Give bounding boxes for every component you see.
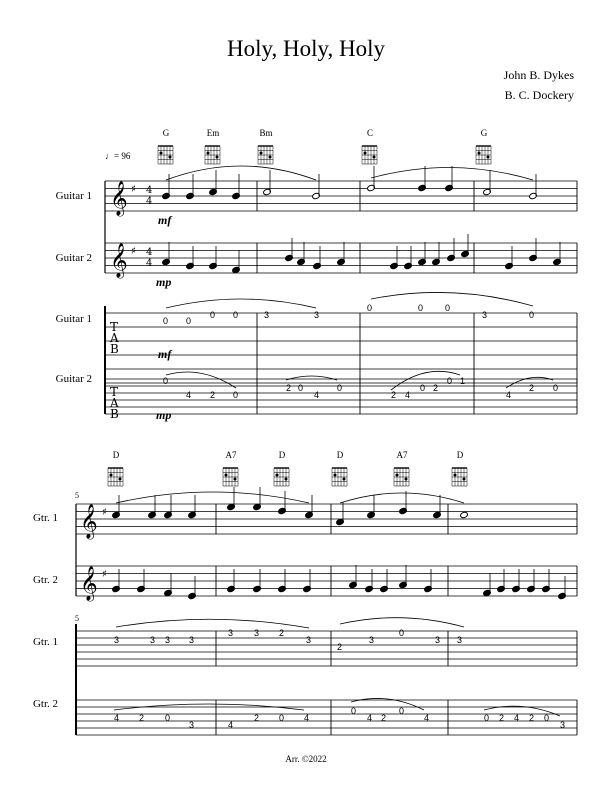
chord-name: D xyxy=(278,450,286,460)
part-label: Guitar 2 xyxy=(55,252,92,264)
tab-clef-icon: A xyxy=(110,396,119,410)
chord-name: Em xyxy=(206,128,220,138)
chord-diagram-icon xyxy=(362,146,377,164)
chord-diagram-icon xyxy=(205,146,220,164)
tab-fret-number: 2 xyxy=(529,383,535,393)
tab-fret-number: 2 xyxy=(210,390,216,400)
chord-name: A7 xyxy=(396,450,408,460)
tab-fret-number: 3 xyxy=(114,635,120,645)
treble-clef-icon: 𝄞 xyxy=(110,243,128,278)
tab-fret-number: 4 xyxy=(424,713,430,723)
tab-fret-number: 0 xyxy=(279,713,285,723)
slur xyxy=(166,166,316,180)
chord-diagram-dot xyxy=(487,156,490,159)
chord-diagram-dot xyxy=(160,152,163,155)
slur xyxy=(340,618,464,627)
tab-fret-number: 0 xyxy=(447,376,453,386)
chord-diagram-dot xyxy=(405,478,408,481)
tab-fret-number: 2 xyxy=(337,642,343,652)
chord-diagram-dot xyxy=(225,474,228,477)
slur xyxy=(116,619,309,628)
tab-fret-number: 0 xyxy=(553,383,559,393)
tab-fret-number: 3 xyxy=(189,720,195,730)
tab-fret-number: 3 xyxy=(560,720,566,730)
tab-fret-number: 2 xyxy=(279,628,285,638)
tab-fret-number: 3 xyxy=(482,310,488,320)
chord-diagram-icon xyxy=(332,468,347,486)
tab-fret-number: 2 xyxy=(433,383,439,393)
chord-diagram-dot xyxy=(334,474,337,477)
dynamic-marking: mp xyxy=(156,275,172,289)
tab-fret-number: 3 xyxy=(435,635,441,645)
tab-fret-number: 2 xyxy=(391,390,397,400)
chord-diagram-icon xyxy=(258,146,273,164)
tab-fret-number: 2 xyxy=(139,713,145,723)
time-signature: 4 xyxy=(146,258,153,269)
chord-diagram-dot xyxy=(276,474,279,477)
tab-fret-number: 4 xyxy=(186,390,192,400)
tab-fret-number: 3 xyxy=(314,310,320,320)
slur xyxy=(166,372,236,388)
tab-fret-number: 3 xyxy=(189,635,195,645)
slur xyxy=(391,371,460,390)
measure-number: 5 xyxy=(75,614,79,623)
chord-diagram-dot xyxy=(216,156,219,159)
tab-clef-icon: B xyxy=(110,342,119,356)
part-label: Gtr. 2 xyxy=(32,698,58,710)
quarter-note-icon: ♩ xyxy=(105,151,114,161)
chord-name: G xyxy=(162,128,170,138)
treble-clef-icon: 𝄞 xyxy=(80,504,98,539)
tab-fret-number: 2 xyxy=(254,713,260,723)
tab-fret-number: 0 xyxy=(298,383,304,393)
chord-diagram-icon xyxy=(452,468,467,486)
part-label: Guitar 2 xyxy=(55,373,92,385)
tab-fret-number: 0 xyxy=(337,383,343,393)
tab-fret-number: 0 xyxy=(418,303,424,313)
arranger: B. C. Dockery xyxy=(504,88,574,102)
slur xyxy=(286,376,337,380)
chord-diagram-dot xyxy=(234,478,237,481)
tab-fret-number: 0 xyxy=(351,706,357,716)
key-signature-sharp: ♯ xyxy=(131,184,136,195)
tab-clef-icon: A xyxy=(110,331,119,345)
tab-fret-number: 0 xyxy=(163,316,169,326)
tab-fret-number: 3 xyxy=(264,310,270,320)
chord-diagram-dot xyxy=(285,478,288,481)
chord-diagram-dot xyxy=(478,152,481,155)
tab-fret-number: 2 xyxy=(529,713,535,723)
chord-diagram-dot xyxy=(269,156,272,159)
chord-name: Bm xyxy=(259,128,273,138)
composer: John B. Dykes xyxy=(503,68,574,82)
slur xyxy=(371,292,533,306)
tab-fret-number: 3 xyxy=(228,628,234,638)
tab-fret-number: 1 xyxy=(460,376,466,386)
chord-name: D xyxy=(336,450,344,460)
tab-fret-number: 0 xyxy=(399,628,405,638)
chord-diagram-icon xyxy=(108,468,123,486)
time-signature: 4 xyxy=(146,196,153,207)
tab-fret-number: 0 xyxy=(233,390,239,400)
chord-name: C xyxy=(366,128,373,138)
chord-diagram-dot xyxy=(373,156,376,159)
tab-fret-number: 0 xyxy=(367,303,373,313)
chord-diagram-dot xyxy=(207,152,210,155)
tab-fret-number: 4 xyxy=(304,713,310,723)
time-signature: 4 xyxy=(146,247,153,258)
tab-fret-number: 0 xyxy=(163,376,169,386)
tab-fret-number: 0 xyxy=(445,303,451,313)
tab-fret-number: 2 xyxy=(286,383,292,393)
key-signature-sharp: ♯ xyxy=(102,569,107,580)
copyright-notice: Arr. ©2022 xyxy=(285,754,327,764)
tab-fret-number: 0 xyxy=(233,310,239,320)
key-signature-sharp: ♯ xyxy=(131,246,136,257)
tab-fret-number: 4 xyxy=(314,390,320,400)
tab-fret-number: 3 xyxy=(165,635,171,645)
slur xyxy=(116,492,309,503)
tab-clef-icon: B xyxy=(110,407,119,421)
tab-fret-number: 4 xyxy=(228,720,234,730)
tab-fret-number: 3 xyxy=(306,635,312,645)
tempo-value: = 96 xyxy=(114,151,131,161)
tab-clef-icon: T xyxy=(110,320,119,334)
part-label: Gtr. 1 xyxy=(32,636,58,648)
tab-fret-number: 0 xyxy=(165,713,171,723)
chord-diagram-dot xyxy=(110,474,113,477)
chord-diagram-dot xyxy=(343,478,346,481)
dynamic-marking: mf xyxy=(158,347,172,361)
chord-diagram-icon xyxy=(476,146,491,164)
chord-diagram-dot xyxy=(260,152,263,155)
tab-fret-number: 4 xyxy=(506,390,512,400)
chord-name: D xyxy=(112,450,120,460)
score-title: Holy, Holy, Holy xyxy=(226,36,385,61)
part-label: Guitar 1 xyxy=(55,313,92,325)
dynamic-marking: mp xyxy=(156,408,172,422)
tab-fret-number: 0 xyxy=(186,316,192,326)
chord-name: D xyxy=(456,450,464,460)
part-label: Gtr. 1 xyxy=(32,512,58,524)
chord-diagram-dot xyxy=(364,152,367,155)
notehead xyxy=(460,511,469,518)
part-label: Gtr. 2 xyxy=(32,574,58,586)
slur xyxy=(484,706,560,716)
tab-fret-number: 3 xyxy=(150,635,156,645)
chord-diagram-dot xyxy=(119,478,122,481)
chord-diagram-dot xyxy=(169,156,172,159)
treble-clef-icon: 𝄞 xyxy=(110,181,128,216)
tab-fret-number: 0 xyxy=(210,310,216,320)
tab-fret-number: 3 xyxy=(254,628,260,638)
tab-clef-icon: T xyxy=(110,385,119,399)
tab-fret-number: 3 xyxy=(457,635,463,645)
tab-fret-number: 0 xyxy=(529,310,535,320)
treble-clef-icon: 𝄞 xyxy=(80,566,98,601)
chord-diagram-dot xyxy=(463,478,466,481)
tab-fret-number: 0 xyxy=(399,706,405,716)
slur xyxy=(340,493,464,503)
chord-name: A7 xyxy=(225,450,237,460)
time-signature: 4 xyxy=(146,185,153,196)
chord-diagram-icon xyxy=(274,468,289,486)
dynamic-marking: mf xyxy=(158,213,172,227)
tab-fret-number: 2 xyxy=(381,713,387,723)
chord-name: G xyxy=(480,128,488,138)
tab-fret-number: 0 xyxy=(484,713,490,723)
part-label: Guitar 1 xyxy=(55,190,92,202)
slur xyxy=(166,299,316,308)
tab-fret-number: 0 xyxy=(420,383,426,393)
tab-fret-number: 0 xyxy=(544,713,550,723)
chord-diagram-icon xyxy=(394,468,409,486)
tab-fret-number: 3 xyxy=(369,635,375,645)
chord-diagram-dot xyxy=(454,474,457,477)
tab-fret-number: 4 xyxy=(367,713,373,723)
tab-fret-number: 4 xyxy=(114,713,120,723)
tab-fret-number: 2 xyxy=(499,713,505,723)
tab-fret-number: 4 xyxy=(514,713,520,723)
chord-diagram-icon xyxy=(158,146,173,164)
chord-diagram-dot xyxy=(396,474,399,477)
tab-fret-number: 4 xyxy=(405,390,411,400)
key-signature-sharp: ♯ xyxy=(102,507,107,518)
measure-number: 5 xyxy=(75,491,79,500)
chord-diagram-icon xyxy=(223,468,238,486)
